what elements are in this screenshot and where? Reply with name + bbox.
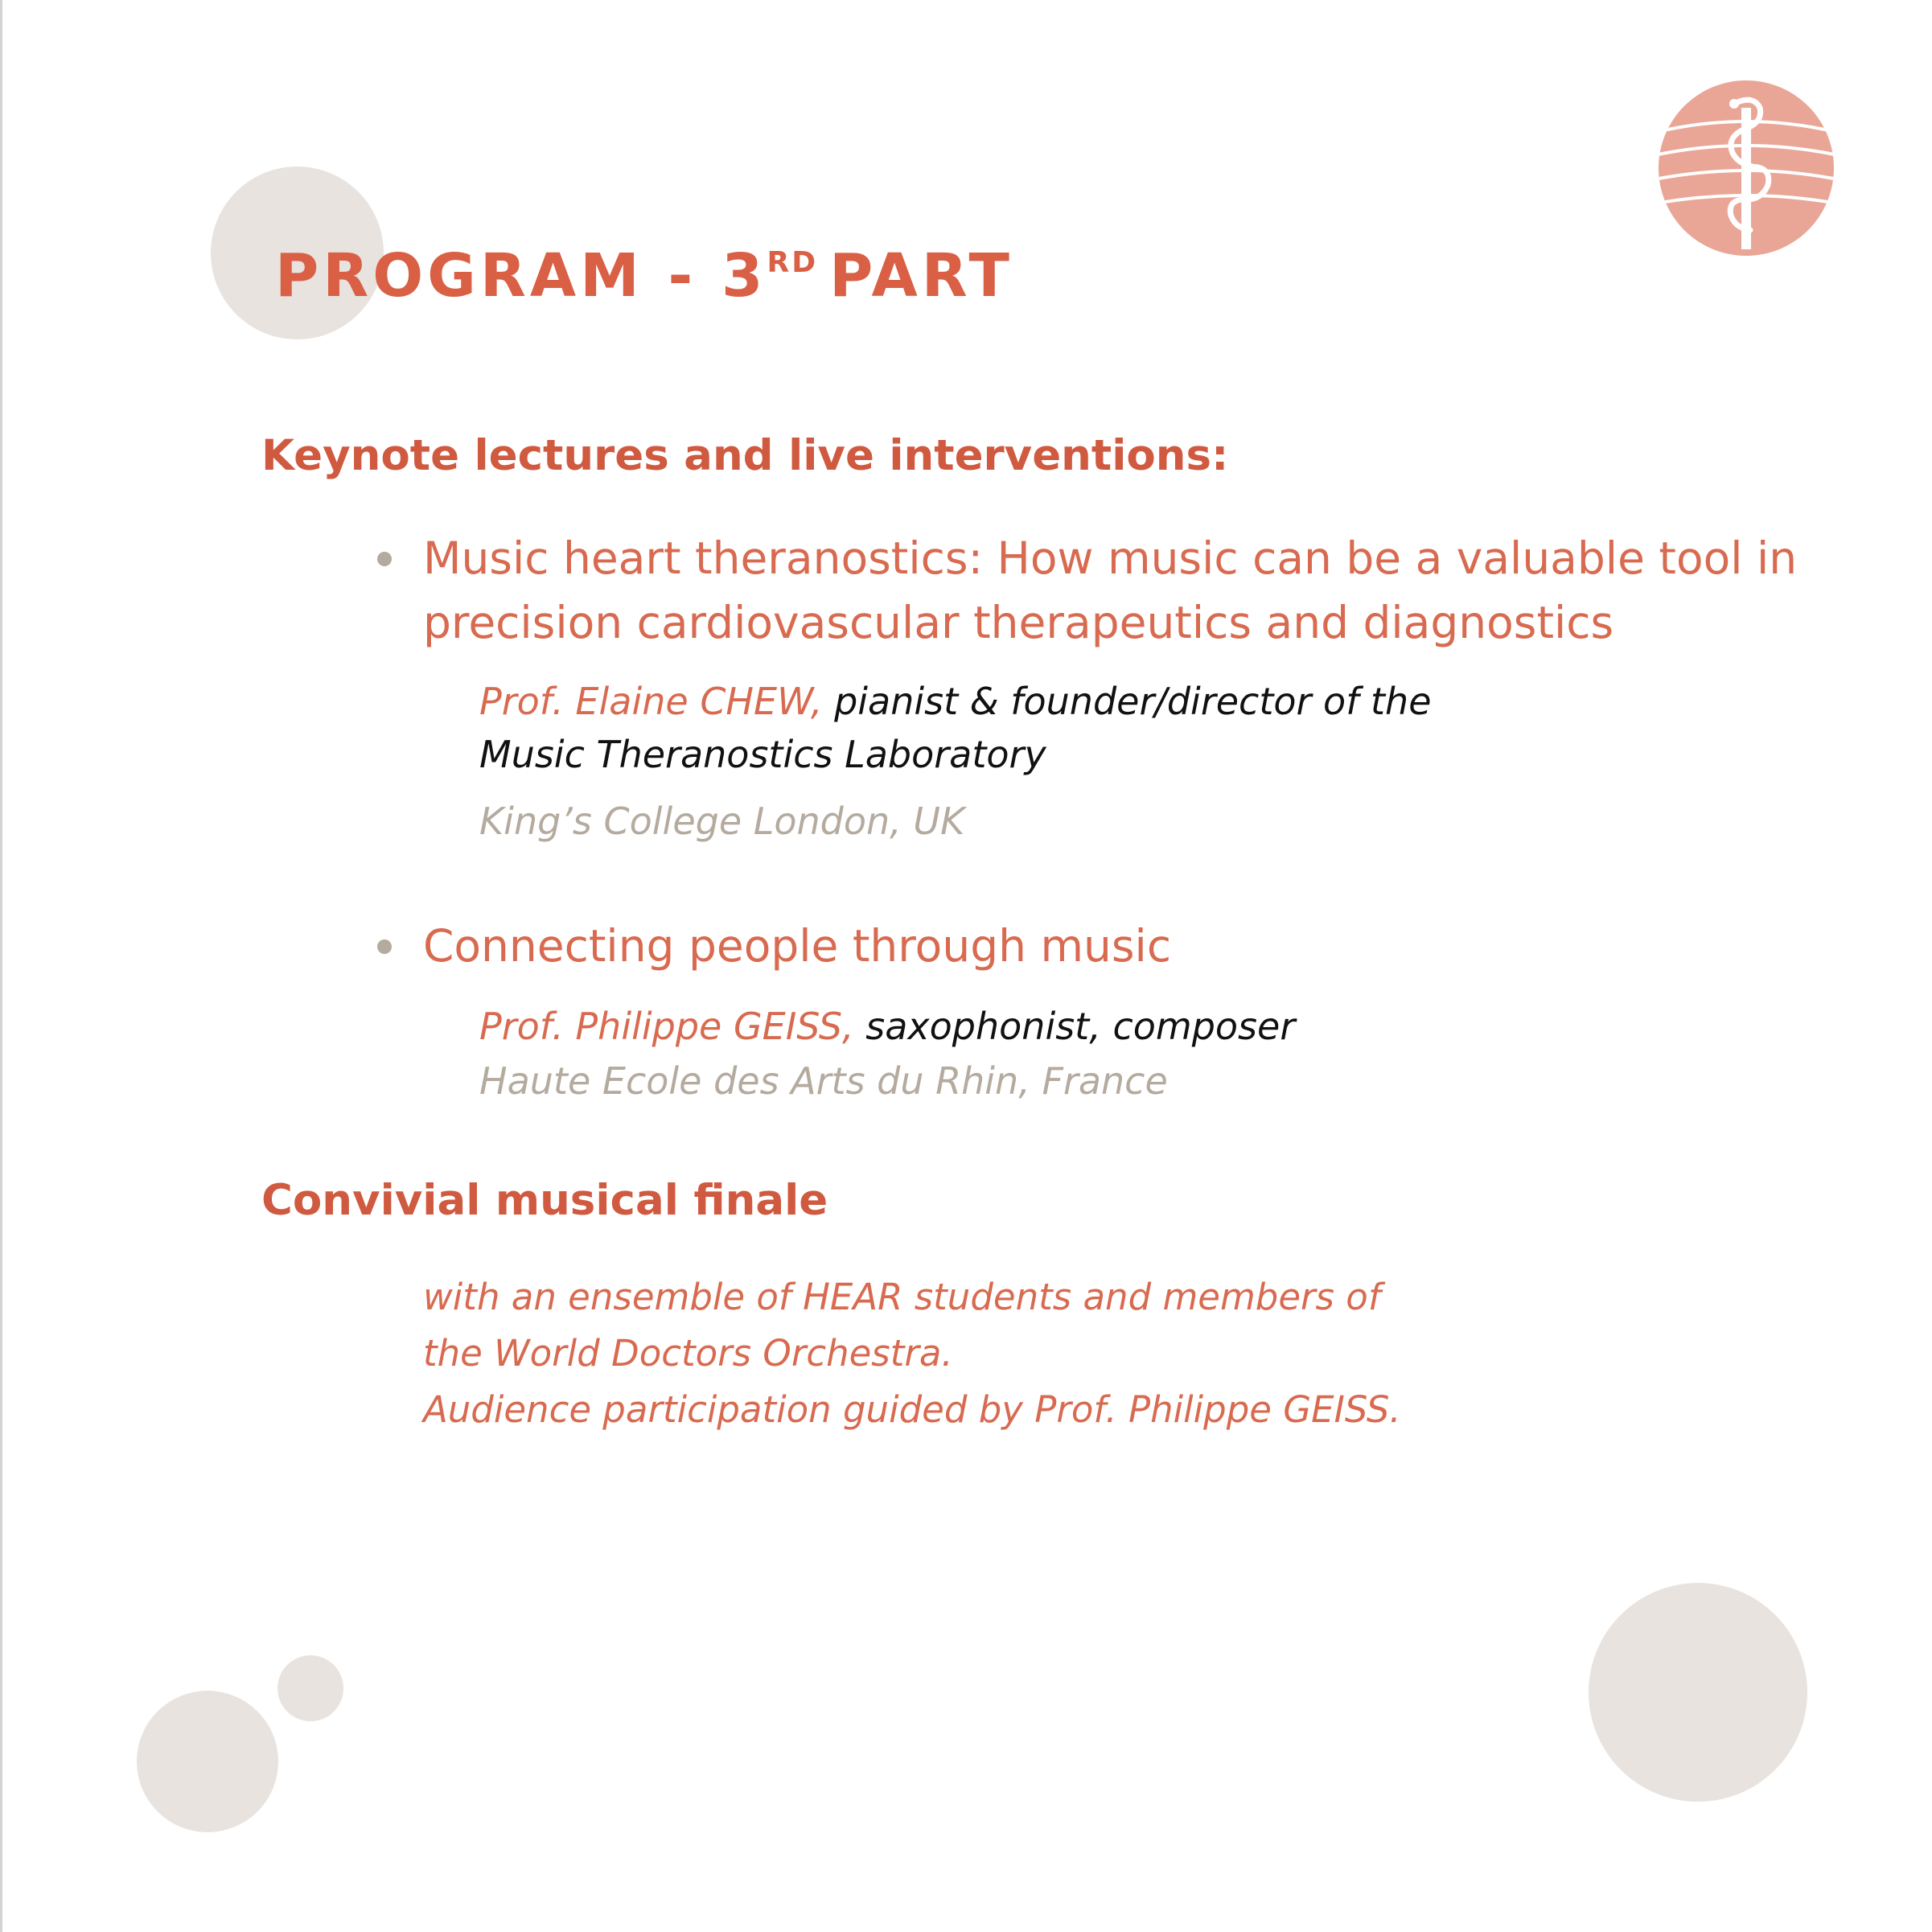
decor-circle-bottom-left-large — [137, 1691, 278, 1832]
caduceus-staff-icon — [1659, 80, 1834, 256]
talk-1-title-line-2: precision cardiovascular therapeutics and diagnostics — [423, 597, 1614, 648]
title-suffix: PART — [829, 241, 1013, 310]
keynotes-heading: Keynote lectures and live interventions: — [261, 431, 1229, 480]
bullet-talk-1 — [377, 552, 392, 566]
bullet-talk-2 — [377, 939, 392, 954]
talk-1-speaker-role-line-2: Music Theranostics Laboratory — [479, 733, 1046, 776]
page-edge — [0, 0, 2, 1932]
finale-heading: Convivial musical finale — [261, 1176, 828, 1225]
talk-1-speaker-role-line-1: pianist & founder/director of the — [834, 680, 1432, 723]
title-superscript: RD — [767, 246, 819, 279]
title-prefix: PROGRAM - 3 — [275, 241, 767, 310]
talk-1-affiliation: King’s College London, UK — [479, 800, 965, 843]
page-title — [275, 241, 1013, 310]
decor-circle-bottom-left-small — [277, 1655, 343, 1721]
talk-1-title — [423, 526, 1797, 655]
talk-2-title — [423, 914, 1171, 978]
logo — [1659, 80, 1834, 256]
talk-1-speaker-name: Prof. Elaine CHEW, — [479, 680, 823, 723]
finale-line-1: with an ensemble of HEAR students and members of — [423, 1276, 1381, 1318]
talk-2-affiliation: Haute Ecole des Arts du Rhin, France — [479, 1059, 1168, 1103]
talk-2-speaker-role-line-1: saxophonist, composer — [865, 1005, 1296, 1048]
finale-line-2: the World Doctors Orchestra. — [423, 1332, 953, 1375]
finale-line-3: Audience participation guided by Prof. Philippe GEISS. — [423, 1388, 1401, 1431]
talk-2-speaker — [479, 1000, 1295, 1053]
decor-circle-bottom-right — [1589, 1583, 1807, 1802]
talk-2-title-line-1: Connecting people through music — [423, 920, 1172, 972]
finale-description — [423, 1269, 1401, 1438]
talk-2-speaker-name: Prof. Philippe GEISS, — [479, 1005, 854, 1048]
talk-1-title-line-1: Music heart theranostics: How music can be a valuable tool in — [423, 532, 1798, 584]
talk-1-speaker — [479, 675, 1432, 781]
